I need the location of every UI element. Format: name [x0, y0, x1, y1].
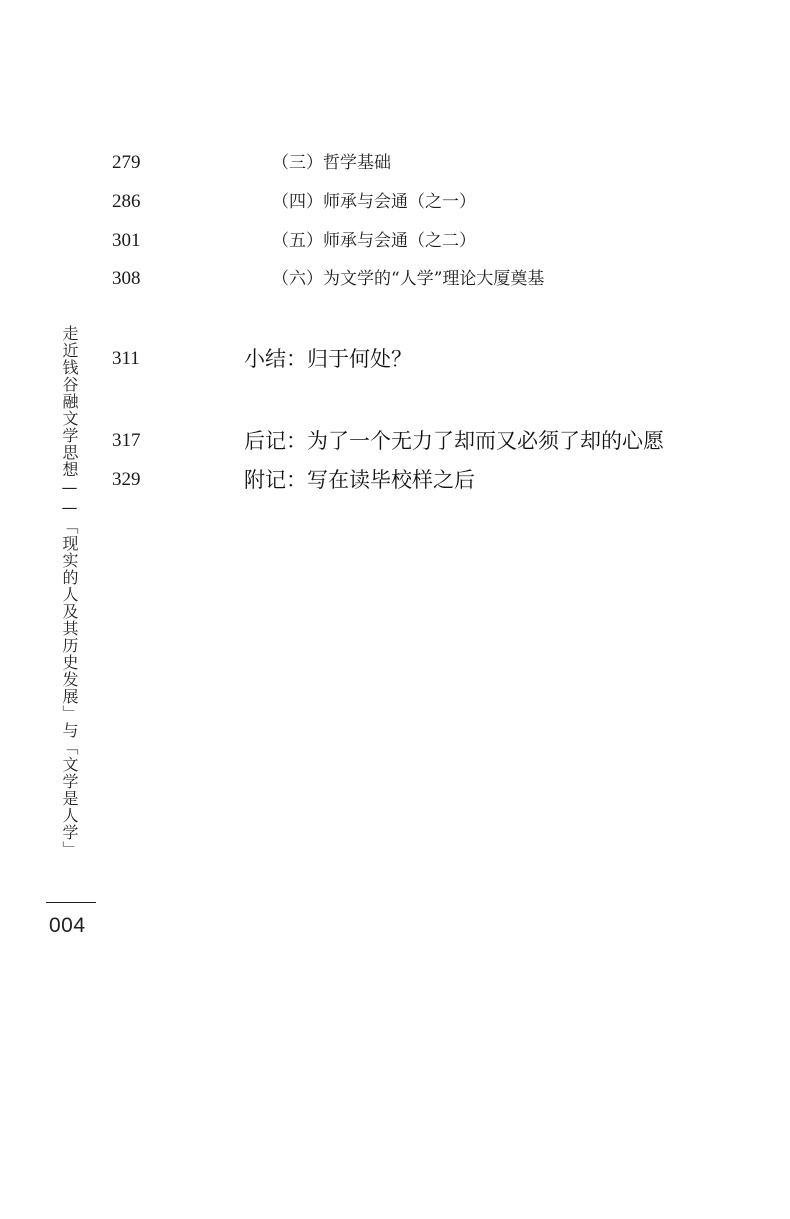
toc-page-number: 279 — [112, 152, 141, 173]
toc-page-number: 301 — [112, 230, 141, 251]
page-number: 004 — [49, 914, 86, 937]
toc-entry-postscript — [0, 463, 790, 497]
toc-entry — [0, 224, 790, 258]
toc-entry-title: （五）师承与会通（之二） — [272, 231, 476, 251]
toc-entry-summary — [0, 342, 790, 376]
toc-page-number: 308 — [112, 268, 141, 289]
toc-entry-title: （四）师承与会通（之一） — [272, 192, 476, 212]
toc-entry-title: （六）为文学的“人学”理论大厦奠基 — [272, 269, 545, 289]
toc-page-number: 329 — [112, 469, 141, 490]
toc-entry-afterword — [0, 424, 790, 458]
toc-page-number: 311 — [112, 348, 140, 369]
toc-page-number: 286 — [112, 191, 141, 212]
toc-entry — [0, 146, 790, 180]
toc-page-number: 317 — [112, 430, 141, 451]
running-head-book-title: 走近钱谷融文学思想——「现实的人及其历史发展」与「文学是人学」 — [60, 325, 79, 858]
page-number-rule — [46, 902, 96, 903]
toc-entry-title: （三）哲学基础 — [272, 153, 391, 173]
toc-entry — [0, 185, 790, 219]
toc-entry-title: 附记：写在读毕校样之后 — [244, 468, 475, 492]
toc-entry-title: 后记：为了一个无力了却而又必须了却的心愿 — [244, 429, 664, 453]
toc-entry-title: 小结：归于何处？ — [244, 347, 412, 371]
toc-entry — [0, 262, 790, 296]
